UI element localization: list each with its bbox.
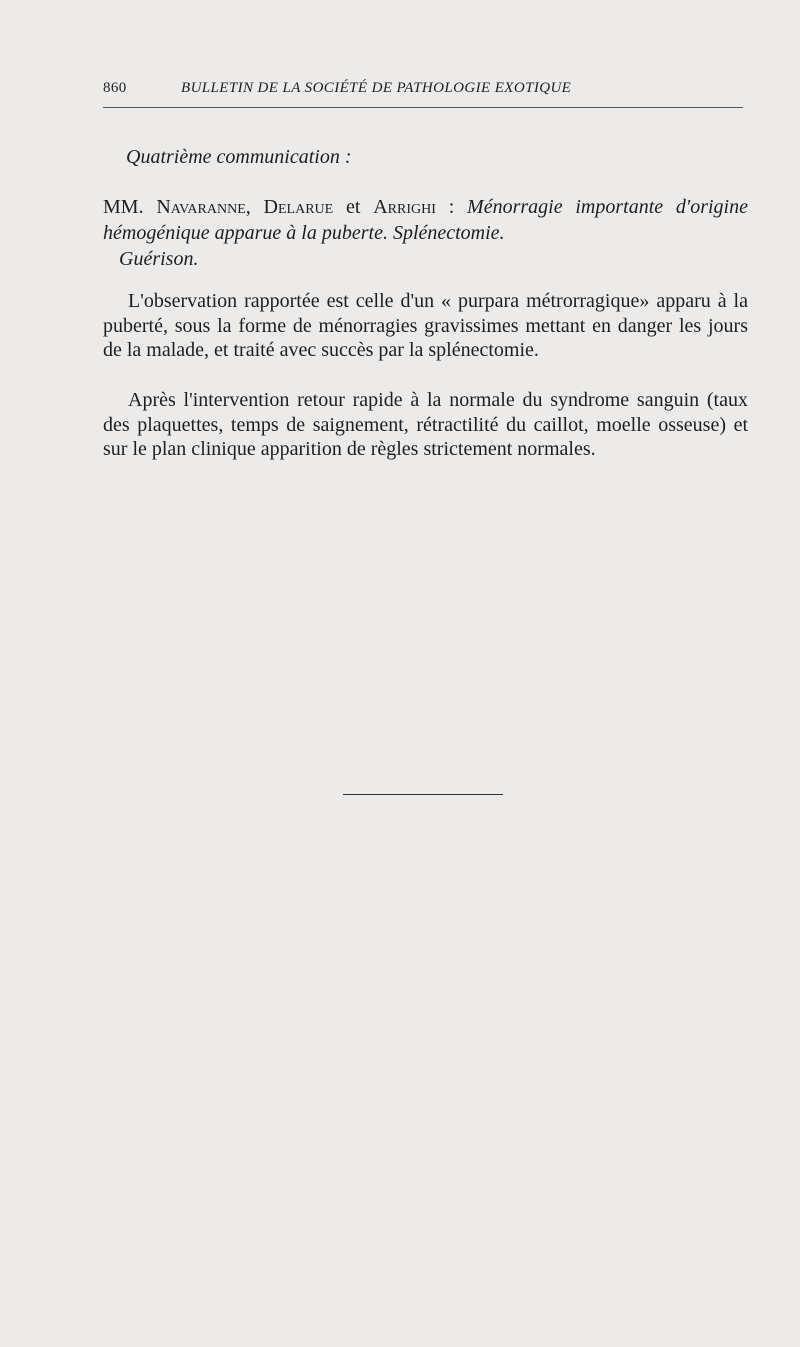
author-separator-1: ,	[245, 196, 264, 218]
header-rule	[103, 107, 743, 108]
author-navaranne: Navaranne	[156, 196, 246, 218]
authors-prefix: MM.	[103, 196, 157, 218]
author-arrighi: Arrighi	[373, 196, 436, 218]
communication-title: Ménorragie importante d'origine hémogénique apparue à la puberte. Splénectomie.	[103, 196, 748, 244]
authors-and-title	[103, 194, 748, 272]
paragraph-observation: L'observation rapportée est celle d'un « purpara métrorragique» apparu à la puberté, sous la forme de ménorragies gravissimes mettant en danger les jours de la malade, et traité avec succès par la splénectomie.	[103, 290, 748, 361]
author-delarue: Delarue	[263, 196, 334, 218]
authors-colon: :	[435, 196, 468, 218]
paragraph-outcome: Après l'intervention retour rapide à la normale du syndrome sanguin (taux des plaquettes, temps de saignement, rétractilité du caillot, moelle osseuse) et sur le plan clinique apparition de règles strictement normales.	[103, 389, 748, 460]
page-number: 860	[103, 80, 127, 96]
end-rule	[343, 794, 503, 795]
communication-title-end: Guérison.	[119, 248, 199, 270]
journal-title: BULLETIN DE LA SOCIÉTÉ DE PATHOLOGIE EXOTIQUE	[181, 80, 572, 96]
author-separator-2: et	[333, 196, 374, 218]
section-heading: Quatrième communication :	[126, 146, 352, 168]
